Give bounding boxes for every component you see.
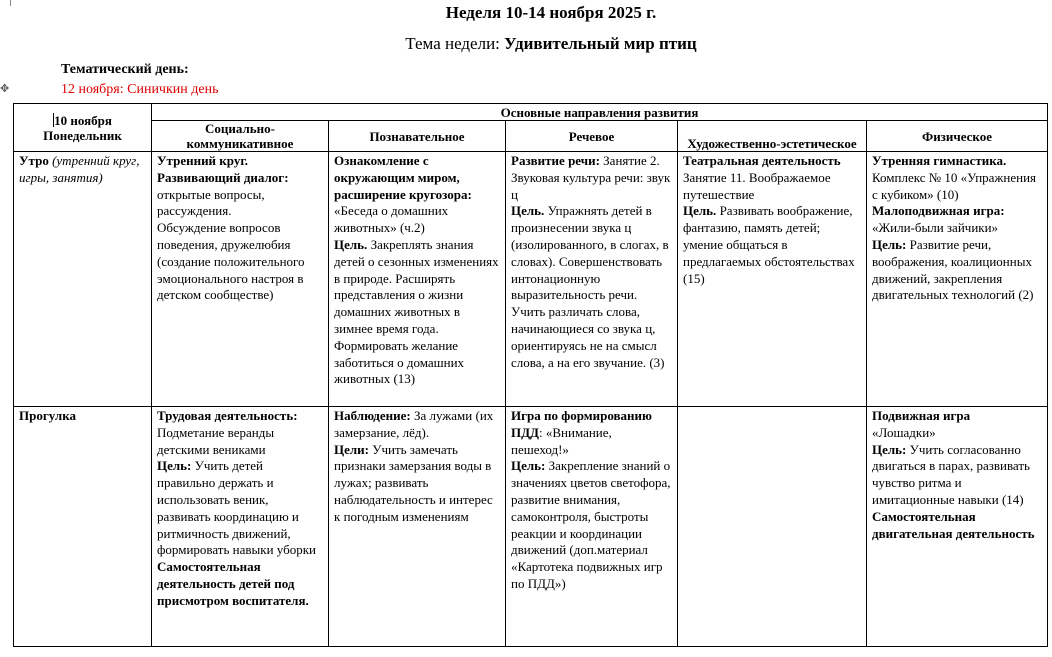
page-title: Неделя 10-14 ноября 2025 г.: [445, 3, 657, 22]
week-theme-name: Удивительный мир птиц: [504, 34, 697, 53]
table-move-handle-icon[interactable]: ✥: [0, 82, 10, 95]
cell-morning-cognitive: Ознакомление с окружающим миром, расширение кругозора: «Беседа о домашних животных» (ч.2) Цель. Закреплять знания детей о сезонных изменениях в природе. Расширять представления о жизни домашних животных в зимнее время года. Формировать желание заботиться о домашних животных (13): [329, 152, 506, 407]
group-header: Основные направления развития: [152, 104, 1048, 121]
row-label-walk: Прогулка: [14, 407, 152, 647]
date-cell[interactable]: [14, 104, 152, 152]
thematic-day-value: 12 ноября: Синичкин день: [61, 82, 219, 97]
column-header-art: Художественно-эстетическое: [678, 121, 867, 152]
thematic-day-label: Тематический день:: [61, 62, 189, 77]
table-row: [14, 152, 1048, 407]
cell-walk-cognitive: Наблюдение: За лужами (их замерзание, лёд). Цели: Учить замечать признаки замерзания воды в лужах; развивать наблюдательность и интерес к погодным изменениям: [329, 407, 506, 647]
weekday-text: Понедельник: [43, 128, 122, 143]
row-label-morning: Утро (утренний круг, игры, занятия): [14, 152, 152, 407]
date-text: 10 ноября: [54, 113, 112, 128]
column-header-speech: Речевое: [506, 121, 678, 152]
column-header-social: Социально-коммуникативное: [152, 121, 329, 152]
table-row: [14, 407, 1048, 647]
column-header-physical: Физическое: [867, 121, 1048, 152]
plan-table: [13, 103, 1048, 647]
cell-morning-social: Утренний круг. Развивающий диалог: открытые вопросы, рассуждения. Обсуждение вопросов поведения, дружелюбия (создание положительного эмоционального настроя в детском сообществе): [152, 152, 329, 407]
cell-walk-physical: Подвижная игра «Лошадки» Цель: Учить согласованно двигаться в парах, развивать чувство ритма и имитационные навыки (14) Самостоятельная двигательная деятельность: [867, 407, 1048, 647]
week-theme: [0, 36, 1052, 53]
cell-morning-art: Театральная деятельность Занятие 11. Воображаемое путешествие Цель. Развивать воображение, фантазию, память детей; умение общаться в предлагаемых обстоятельствах (15): [678, 152, 867, 407]
column-header-cognitive: Познавательное: [329, 121, 506, 152]
cell-morning-speech: Развитие речи: Занятие 2. Звуковая культура речи: звук ц Цель. Упражнять детей в произнесении звука ц (изолированного, в слогах, в словах). Совершенствовать интонационную выразительность речи. Учить различать слова, начинающиеся со звука ц, ориентируясь не на смысл слова, а на его звучание. (3): [506, 152, 678, 407]
cell-morning-physical: Утренняя гимнастика. Комплекс № 10 «Упражнения с кубиком» (10) Малоподвижная игра: «Жили-были зайчики» Цель: Развитие речи, воображения, коалиционных движений, закрепления двигательных технологий (2): [867, 152, 1048, 407]
week-theme-prefix: Тема недели:: [405, 34, 505, 53]
cell-walk-speech: Игра по формированию ПДД: «Внимание, пешеход!» Цель: Закрепление знаний о значениях цветов светофора, развитие внимания, самоконтроля, быстроты реакции и координации движений (доп.материал «Картотека подвижных игр по ПДД»): [506, 407, 678, 647]
cell-walk-social: Трудовая деятельность: Подметание веранды детскими вениками Цель: Учить детей правильно держать и использовать веник, развивать координацию и ритмичность движений, формировать навыки уборки Самостоятельная деятельность детей под присмотром воспитателя.: [152, 407, 329, 647]
cell-walk-art: [678, 407, 867, 647]
